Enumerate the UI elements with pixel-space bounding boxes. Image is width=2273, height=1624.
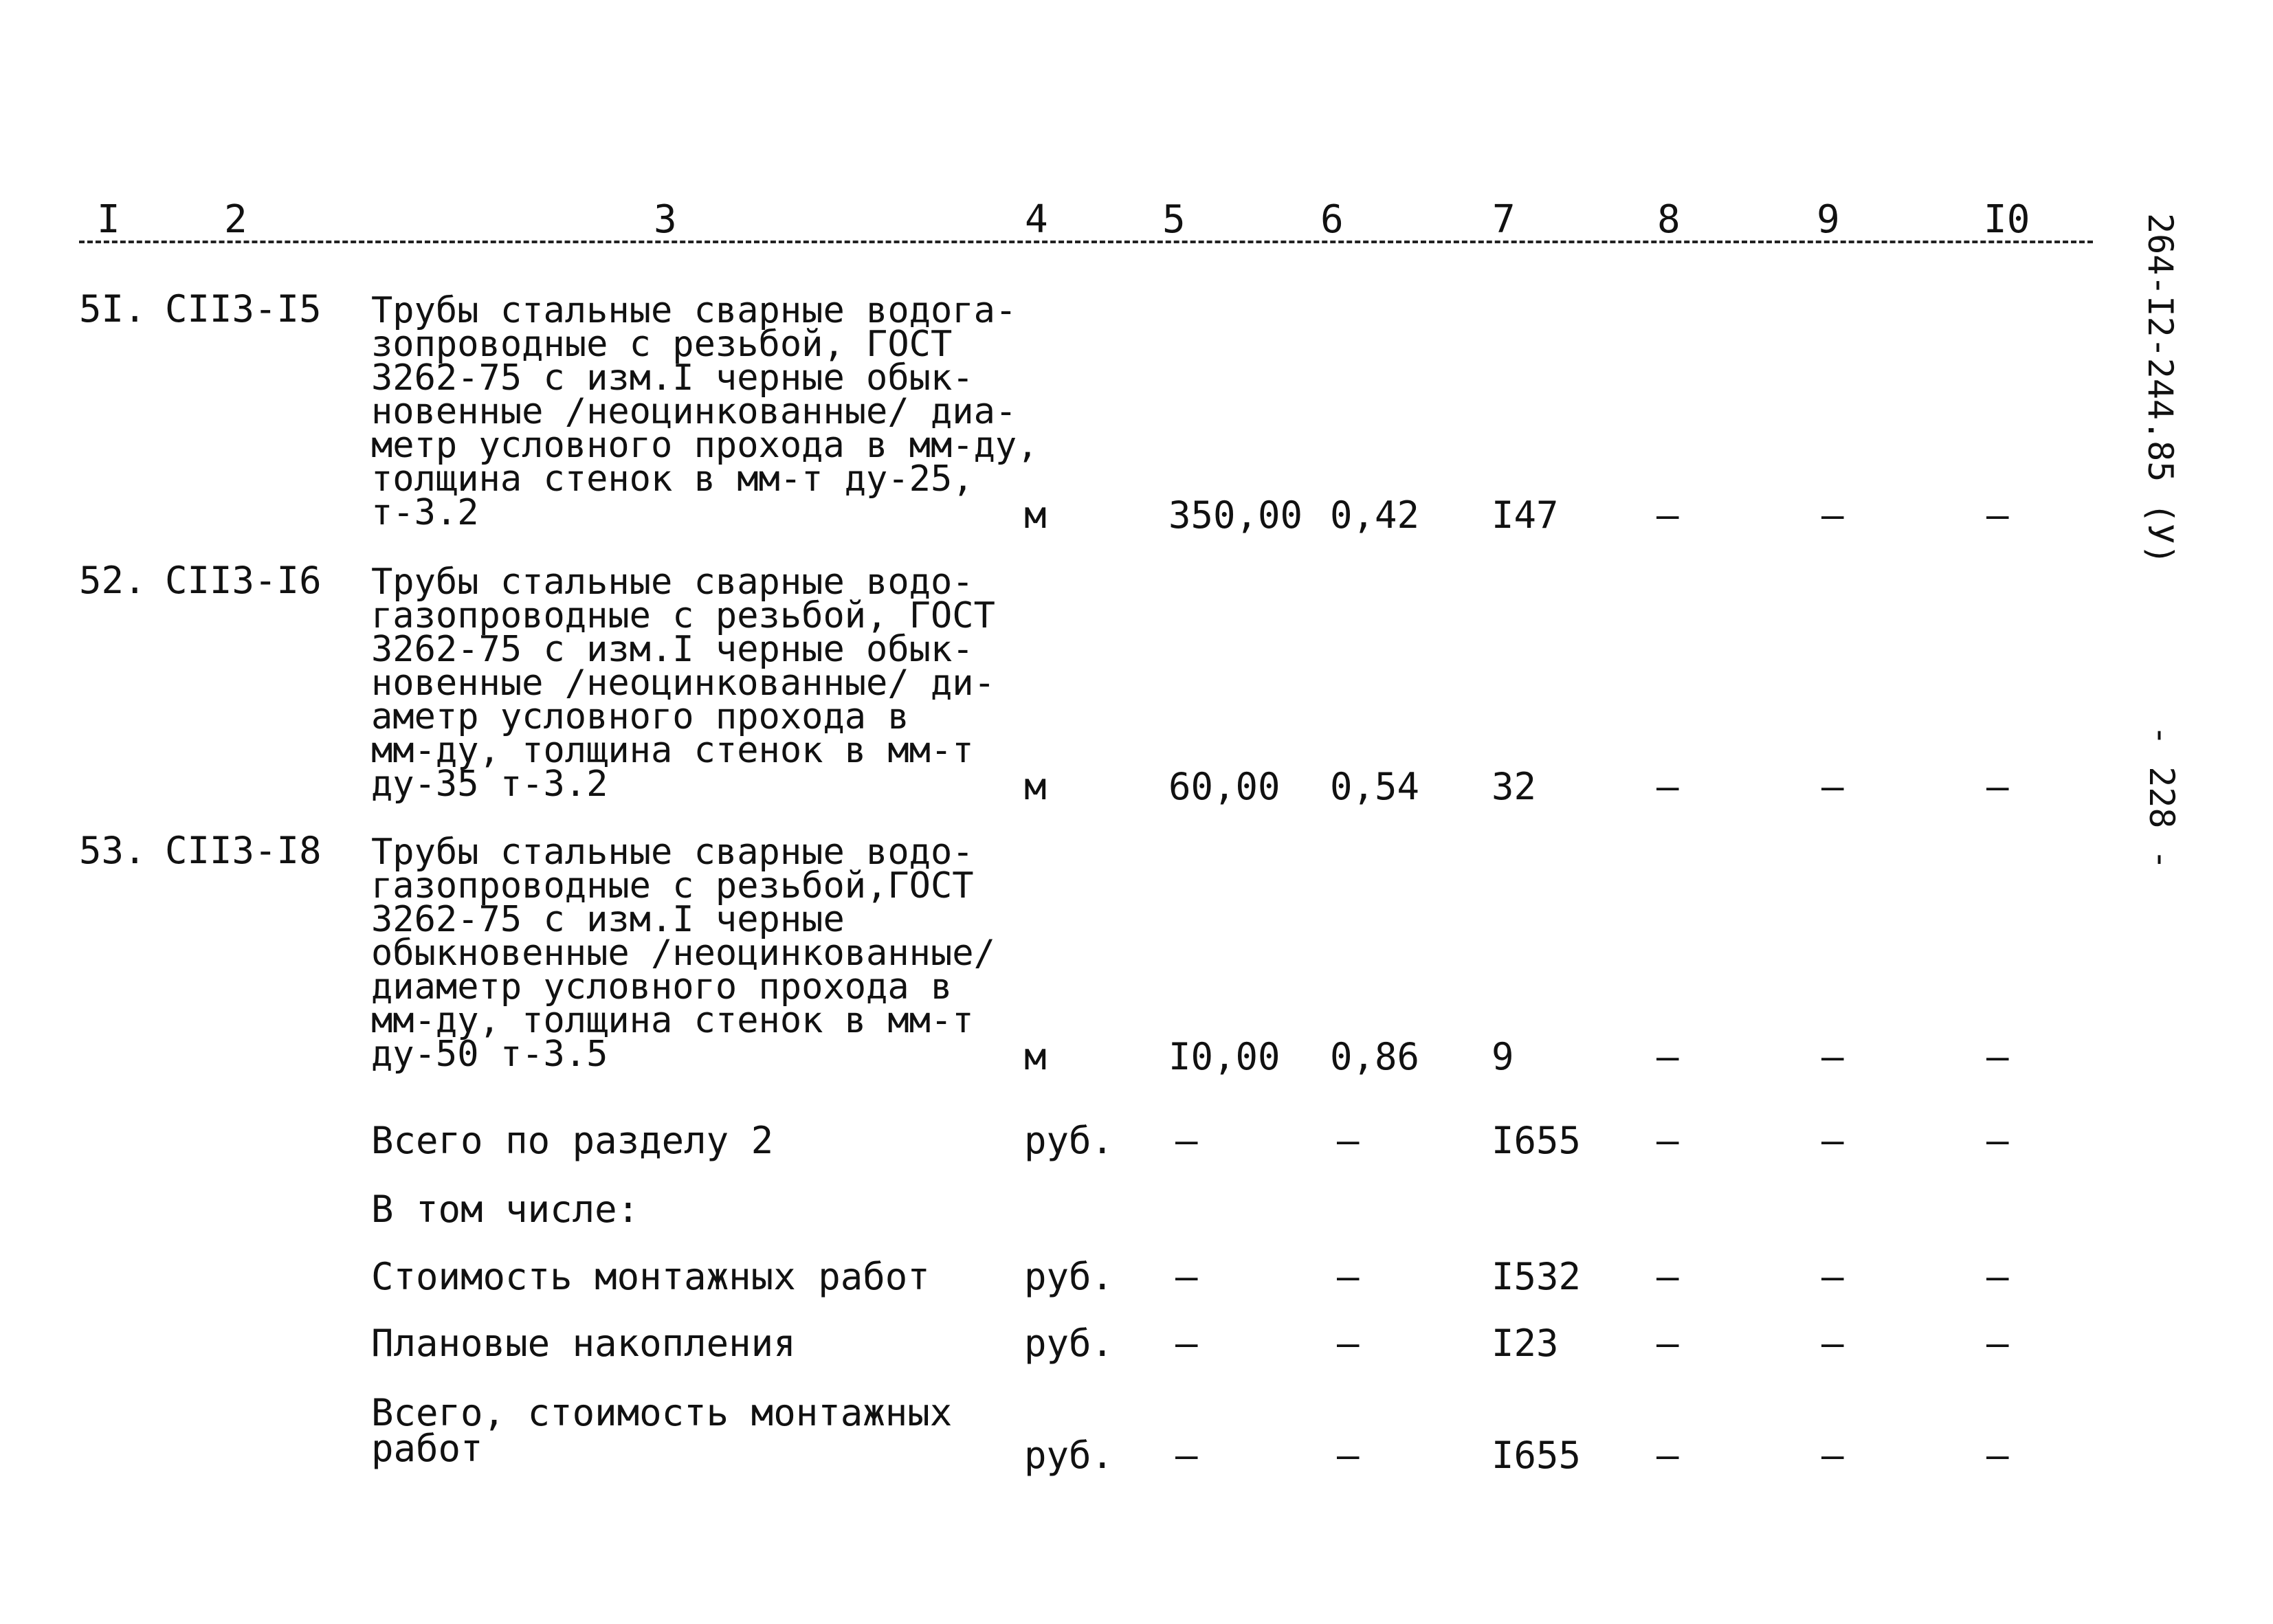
row-total: 9 [1492,1035,1514,1078]
totals-unit: руб. [1024,1434,1114,1477]
totals-col8: – [1656,1119,1679,1162]
row-col9: – [1821,493,1844,537]
document-code: 264-I2-244.85 (У) [2140,213,2180,565]
header-col-5: 5 [1158,199,1190,241]
row-unit: м [1024,765,1047,808]
totals-col7: I655 [1492,1434,1582,1477]
row-number: 53. [79,829,146,872]
totals-col6: – [1337,1434,1360,1477]
totals-unit: руб. [1024,1322,1114,1365]
row-unit: м [1024,493,1047,537]
header-col-4: 4 [1021,199,1052,241]
totals-col6: – [1337,1119,1360,1162]
totals-col9: – [1821,1434,1844,1477]
row-unit-price: 0,42 [1330,493,1420,537]
totals-col6: – [1337,1322,1360,1365]
row-col8: – [1656,765,1679,808]
totals-unit: руб. [1024,1119,1114,1162]
row-col10: – [1986,493,2009,537]
totals-col8: – [1656,1322,1679,1365]
totals-col9: – [1821,1119,1844,1162]
row-quantity: 350,00 [1168,493,1303,537]
row-code: СII3-I8 [165,829,322,872]
totals-col10: – [1986,1434,2009,1477]
row-col8: – [1656,1035,1679,1078]
totals-col8: – [1656,1434,1679,1477]
totals-col9: – [1821,1255,1844,1298]
header-col-7: 7 [1488,199,1520,241]
header-col-9: 9 [1812,199,1844,241]
row-description: Трубы стальные сварные водо- газопроводные с резьбой,ГОСТ 3262-75 с изм.I черные обыкновенные /неоцинкованные/ диаметр условного прохода в мм-ду, толщина стенок в мм-т ду-50 т-3.5 [371,832,995,1075]
row-number: 5I. [79,287,146,331]
row-quantity: 60,00 [1168,765,1280,808]
row-code: СII3-I5 [165,287,322,331]
totals-col7: I23 [1492,1322,1559,1365]
totals-col5: – [1175,1119,1198,1162]
totals-col10: – [1986,1255,2009,1298]
row-col8: – [1656,493,1679,537]
totals-col5: – [1175,1322,1198,1365]
row-col9: – [1821,1035,1844,1078]
row-col10: – [1986,1035,2009,1078]
totals-col10: – [1986,1119,2009,1162]
header-col-3: 3 [650,199,681,241]
row-description: Трубы стальные сварные водо- газопроводные с резьбой, ГОСТ 3262-75 с изм.I черные обык- новенные /неоцинкованные/ ди- аметр условного прохода в мм-ду, толщина стенок в мм-т ду-35 т-3.2 [371,561,995,805]
table-header [79,199,2093,249]
totals-col7: I655 [1492,1119,1582,1162]
totals-label: Всего, стоимость монтажных работ [371,1391,953,1470]
row-unit-price: 0,86 [1330,1035,1420,1078]
totals-col5: – [1175,1434,1198,1477]
header-col-8: 8 [1653,199,1685,241]
header-col-2: 2 [220,199,252,241]
row-col9: – [1821,765,1844,808]
totals-label: Стоимость монтажных работ [371,1255,930,1298]
totals-label: Всего по разделу 2 [371,1119,774,1162]
row-quantity: I0,00 [1168,1035,1280,1078]
row-total: 32 [1492,765,1537,808]
header-col-6: 6 [1316,199,1348,241]
header-col-10: I0 [1980,199,2034,241]
totals-col7: I532 [1492,1255,1582,1298]
totals-col5: – [1175,1255,1198,1298]
totals-label: В том числе: [371,1188,640,1231]
row-code: СII3-I6 [165,559,322,602]
totals-col10: – [1986,1322,2009,1365]
totals-col9: – [1821,1322,1844,1365]
totals-col8: – [1656,1255,1679,1298]
row-unit: м [1024,1035,1047,1078]
header-dashed-rule [79,241,2093,243]
totals-label: Плановые накопления [371,1322,796,1365]
row-unit-price: 0,54 [1330,765,1420,808]
row-description: Трубы стальные сварные водога- зопроводные с резьбой, ГОСТ 3262-75 с изм.I черные обык- новенные /неоцинкованные/ диа- метр условного прохода в мм-ду, толщина стенок в мм-т ду-25, т-3.2 [371,290,1039,533]
totals-unit: руб. [1024,1255,1114,1298]
totals-col6: – [1337,1255,1360,1298]
page-number: - 228 - [2142,725,2182,870]
row-total: I47 [1492,493,1559,537]
header-col-1: I [93,199,124,241]
row-col10: – [1986,765,2009,808]
row-number: 52. [79,559,146,602]
